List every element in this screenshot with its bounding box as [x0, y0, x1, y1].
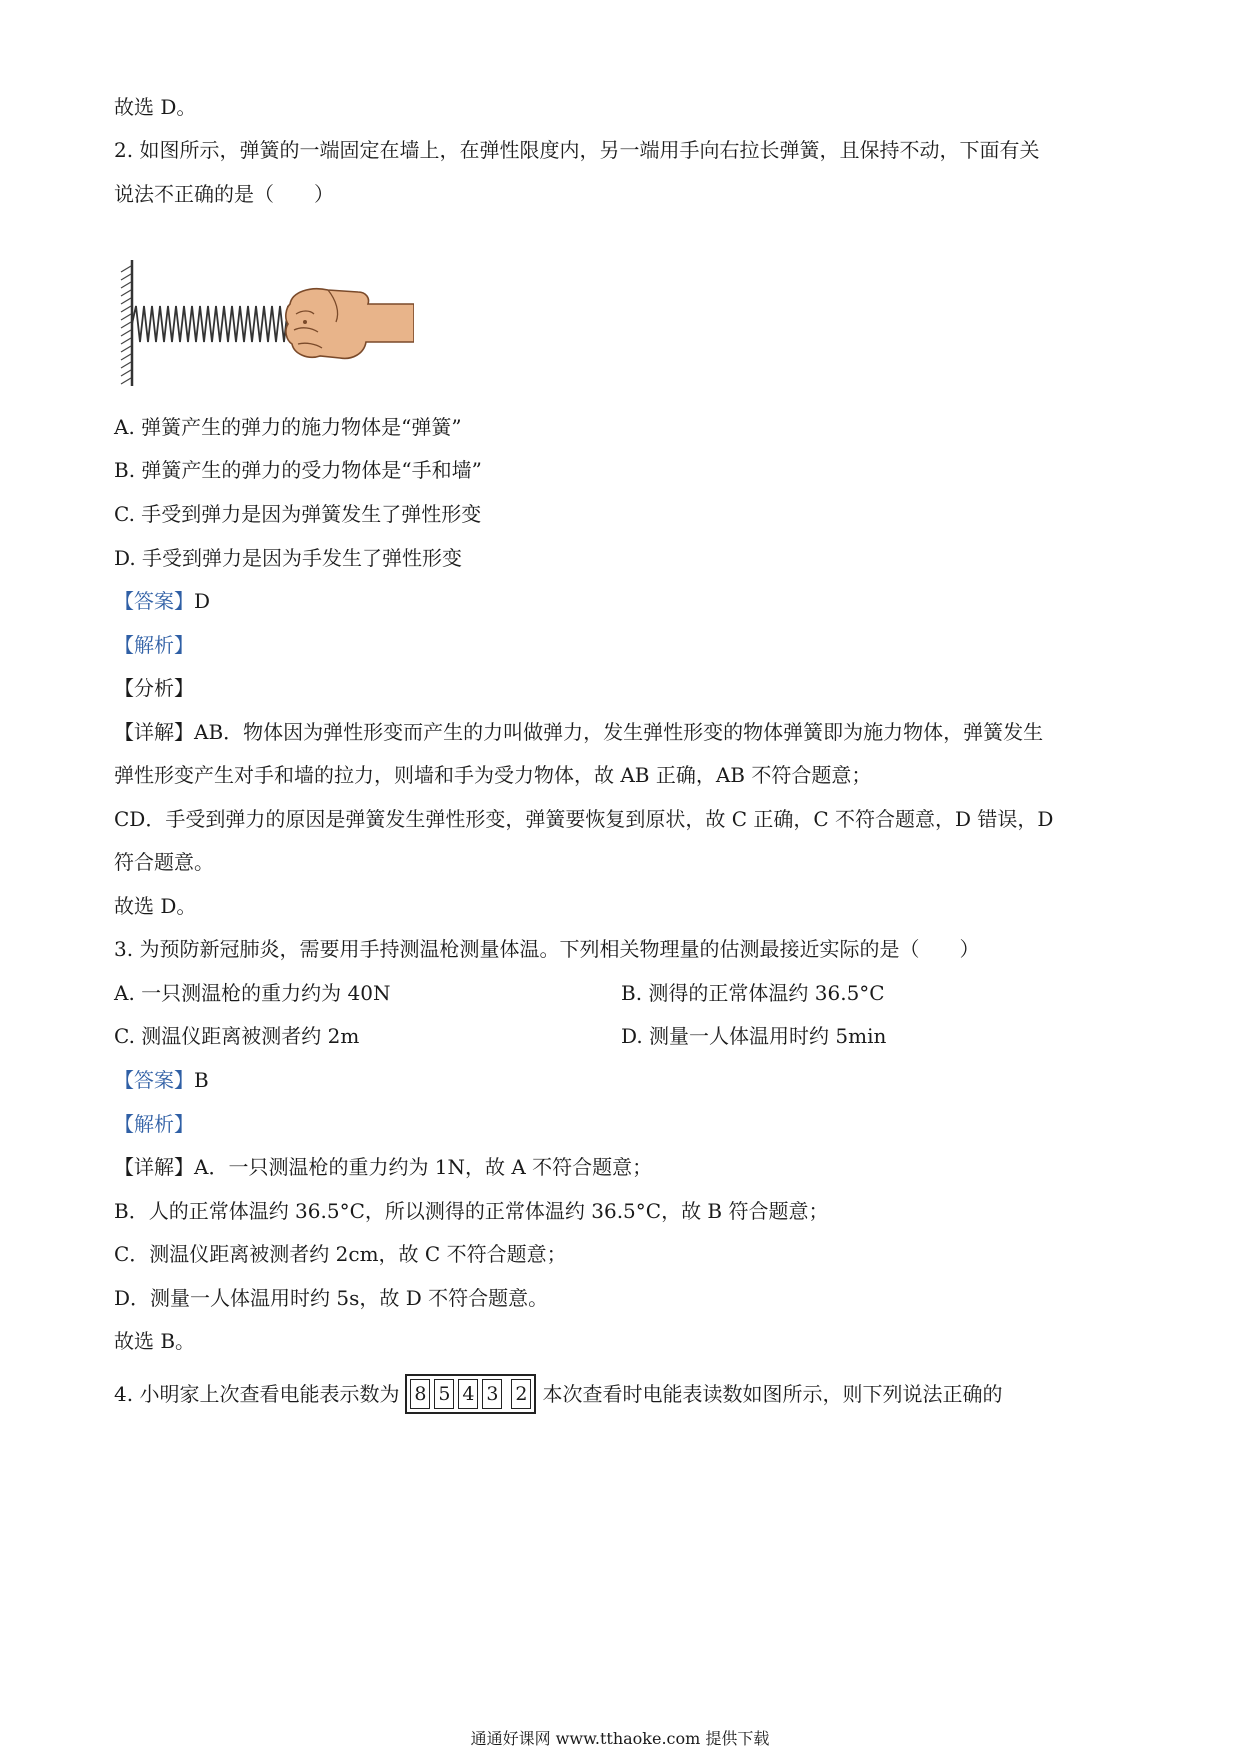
answer-value: B [194, 1068, 209, 1092]
q4-stem-post: 本次查看时电能表读数如图所示，则下列说法正确的 [542, 1382, 1003, 1406]
q2-option-c: C. 手受到弹力是因为弹簧发生了弹性形变 [114, 502, 482, 526]
detail-text: AB．物体因为弹性形变而产生的力叫做弹力，发生弹性形变的物体弹簧即为施力物体，弹簧发生 [194, 720, 1044, 744]
answer-value: D [194, 589, 211, 613]
q2-answer [114, 585, 210, 617]
meter-digit-decimal: 2 [511, 1379, 531, 1409]
top-conclusion: 故选 D。 [114, 95, 197, 119]
q3-stem: 3. 为预防新冠肺炎，需要用手持测温枪测量体温。下列相关物理量的估测最接近实际的是（ ） [114, 937, 980, 961]
detail-text: A．一只测温枪的重力约为 1N，故 A 不符合题意； [194, 1155, 653, 1179]
answer-label: 【答案】 [114, 1068, 194, 1092]
q3-option-a: A. 一只测温枪的重力约为 40N [114, 981, 391, 1005]
q2-option-a: A. 弹簧产生的弹力的施力物体是“弹簧” [114, 415, 462, 439]
meter-digit: 3 [482, 1379, 502, 1409]
q4-stem-pre: 4. 小明家上次查看电能表示数为 [114, 1382, 400, 1406]
q3-detail-line1 [114, 1151, 652, 1183]
meter-reading [405, 1374, 536, 1414]
q3-option-c: C. 测温仪距离被测者约 2m [114, 1024, 360, 1048]
q3-detail-line4: D．测量一人体温用时约 5s，故 D 不符合题意。 [114, 1286, 549, 1310]
q3-option-b: B. 测得的正常体温约 36.5°C [621, 981, 885, 1005]
spring [132, 306, 298, 342]
page-footer: 通通好课网 www.tthaoke.com 提供下载 [470, 1729, 770, 1748]
q3-detail-line3: C．测温仪距离被测者约 2cm，故 C 不符合题意； [114, 1242, 567, 1266]
meter-digit: 8 [410, 1379, 430, 1409]
q2-detail-line4: 符合题意。 [114, 850, 214, 874]
q2-detail-line1 [114, 716, 1043, 748]
detail-label: 【详解】 [114, 1155, 194, 1179]
q3-answer [114, 1064, 209, 1096]
q2-detail-line3: CD．手受到弹力的原因是弹簧发生弹性形变，弹簧要恢复到原状，故 C 正确，C 不符合题意，D 错误，D [114, 807, 1054, 831]
detail-label: 【详解】 [114, 720, 194, 744]
q3-option-d: D. 测量一人体温用时约 5min [621, 1024, 887, 1048]
q3-detail-line2: B．人的正常体温约 36.5°C，所以测得的正常体温约 36.5°C，故 B 符合题意； [114, 1199, 829, 1223]
q4-stem [114, 1374, 1002, 1414]
q3-analysis-label: 【解析】 [114, 1112, 194, 1136]
answer-label: 【答案】 [114, 589, 194, 613]
q2-detail-line2: 弹性形变产生对手和墙的拉力，则墙和手为受力物体，故 AB 正确，AB 不符合题意； [114, 763, 872, 787]
meter-digit: 5 [434, 1379, 454, 1409]
q2-option-d: D. 手受到弹力是因为手发生了弹性形变 [114, 546, 463, 570]
spring-hand-svg [114, 256, 414, 392]
q2-analysis-label: 【解析】 [114, 633, 194, 657]
spring-hand-figure [114, 256, 414, 392]
q3-conclusion: 故选 B。 [114, 1329, 196, 1353]
hand-icon [286, 289, 414, 359]
q2-conclusion: 故选 D。 [114, 894, 197, 918]
meter-digit: 4 [458, 1379, 478, 1409]
q2-option-b: B. 弹簧产生的弹力的受力物体是“手和墙” [114, 458, 482, 482]
q2-stem-line2: 说法不正确的是（ ） [114, 182, 334, 206]
q2-stem-line1: 2. 如图所示，弹簧的一端固定在墙上，在弹性限度内，另一端用手向右拉长弹簧，且保持不动，下面有关 [114, 138, 1040, 162]
q2-fenxi-label: 【分析】 [114, 676, 194, 700]
